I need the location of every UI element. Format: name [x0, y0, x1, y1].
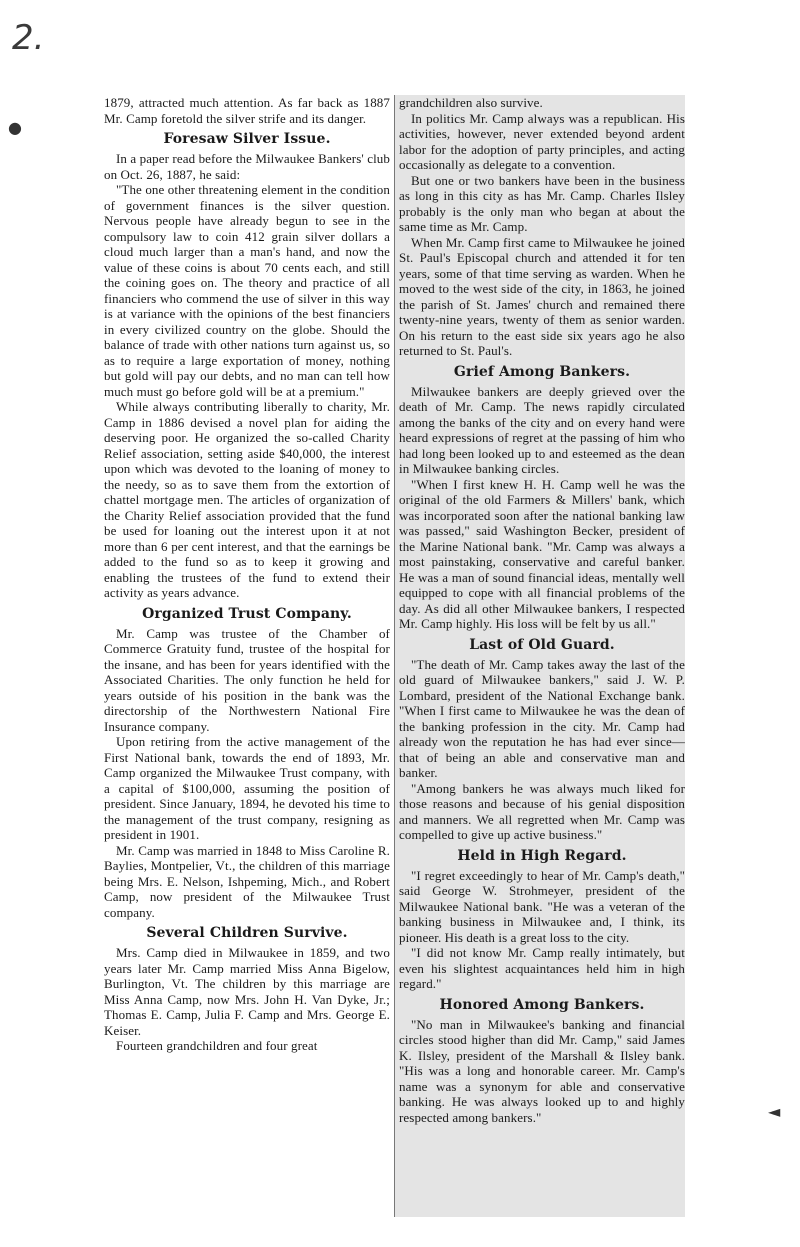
- paragraph: "I did not know Mr. Camp really intimately, but even his slightest acquaintances held him in high regard.": [399, 945, 685, 991]
- paragraph: While always contributing liberally to charity, Mr. Camp in 1886 devised a novel plan for aiding the deserving poor. He organized the so-called Charity Relief association, setting aside $40,000, the interest upon which was devoted to the loaning of money to the needy, so as to save them from the extortion of chattel mortgage men. The articles of organization of the Charity Relief association provided that the fund be used for loaning out the interest upon it at not more than 6 per cent interest, and that the earnings be added to the fund so as to keep it growing and enabling the trustees of the fund to extend their activity as years advance.: [104, 399, 390, 600]
- heading-organized-trust-company: Organized Trust Company.: [142, 605, 352, 622]
- paragraph: "I regret exceedingly to hear of Mr. Camp's death," said George W. Strohmeyer, president of the Milwaukee National bank. "He was a veteran of the banking business in Milwaukee and, I think, its pioneer. His death is a great loss to the city.: [399, 867, 685, 945]
- paragraph: Mrs. Camp died in Milwaukee in 1859, and two years later Mr. Camp married Miss Anna Bigelow, Burlington, Vt. The children by this marriage are Miss Anna Camp, now Mrs. John H. Van Dyke, Jr.; Thomas E. Camp, Julia F. Camp and Mrs. George E. Keiser.: [104, 945, 390, 1038]
- page-number: 2.: [12, 18, 45, 58]
- paragraph: Milwaukee bankers are deeply grieved over the death of Mr. Camp. The news rapidly circulated among the banks of the city and on every hand were heard expressions of regret at the passing of him who had long been looked up to and esteemed as the dean in Milwaukee banking circles.: [399, 383, 685, 476]
- paragraph: "When I first knew H. H. Camp well he was the original of the old Farmers & Millers' bank, which was incorporated soon after the national banking law was passed," said Washington Becker, president of the Marine National bank. "Mr. Camp was always a most painstaking, conservative and careful banker. He was a man of sound financial ideas, mentally well equipped to cope with all financial problems of the day. As did all other Milwaukee bankers, I respected Mr. Camp highly. His loss will be felt by us all.": [399, 476, 685, 631]
- paragraph: When Mr. Camp first came to Milwaukee he joined St. Paul's Episcopal church and attended it for ten years, some of that time serving as warden. When he moved to the west side of the city, in 1863, he joined the parish of St. James' church and remained there twenty-nine years, twenty of them as senior warden. On his return to the east side six years ago he also returned to St. Paul's.: [399, 234, 685, 358]
- paragraph: "No man in Milwaukee's banking and financial circles stood higher than did Mr. Camp," said James K. Ilsley, president of the Marshall & Ilsley bank. "His was a long and honorable career. Mr. Camp's name was a synonym for able and conservative banking. He was always looked up to and highly respected among bankers.": [399, 1016, 685, 1125]
- margin-mark-right: ◄: [768, 1102, 781, 1121]
- paragraph: Fourteen grandchildren and four great: [116, 1038, 318, 1053]
- paragraph: "The one other threatening element in the condition of government finances is the silver question. Nervous people have already begun to see in the compulsory law to coin 412 grain silver dollars a cloud much larger than a man's hand, and now the value of these coins is about 70 cents each, and still the coining goes on. The theory and practice of all financiers who commend the use of silver in this way is at variance with the opinions of the best financiers in every civilized country on the globe. Should the balance of trade with other nations turn against us, so as to require a large exportation of money, nothing but gold will pay our debts, and no man can tell how much must go before gold will be at a premium.": [104, 182, 390, 399]
- margin-mark-left: ●: [8, 118, 22, 137]
- newspaper-clipping: [104, 95, 689, 1217]
- right-column: [394, 95, 685, 1217]
- left-intro: 1879, attracted much attention. As far back as 1887 Mr. Camp foretold the silver strife and its danger.: [104, 95, 390, 126]
- paragraph: But one or two bankers have been in the business as long in this city as has Mr. Camp. Charles Ilsley probably is the only man who began at about the same time as Mr. Camp.: [399, 172, 685, 234]
- paragraph: "The death of Mr. Camp takes away the last of the old guard of Milwaukee bankers," said J. W. P. Lombard, president of the National Exchange bank. "When I first came to Milwaukee he was the dean of the banking profession in the city. Mr. Camp had already won the reputation he has had ever since—that of being an able and conservative man and banker.: [399, 656, 685, 780]
- paragraph: Mr. Camp was trustee of the Chamber of Commerce Gratuity fund, trustee of the hospital for the insane, and has been for years identified with the Associated Charities. The only function he held for years outside of his position in the bank was the directorship of the Northwestern National Fire Insurance company.: [104, 625, 390, 734]
- paragraph: Upon retiring from the active management of the First National bank, towards the end of 1893, Mr. Camp organized the Milwaukee Trust company, with a capital of $100,000, assuming the position of president. Since January, 1894, he devoted his time to the management of the trust company, resigning as president in 1901.: [104, 734, 390, 842]
- heading-grief-among-bankers: Grief Among Bankers.: [453, 363, 631, 380]
- paragraph: In a paper read before the Milwaukee Bankers' club on Oct. 26, 1887, he said:: [104, 151, 390, 182]
- left-column: [104, 95, 394, 1217]
- heading-several-children-survive: Several Children Survive.: [146, 925, 348, 941]
- heading-foresaw-silver-issue: Foresaw Silver Issue.: [163, 131, 331, 147]
- paragraph: "Among bankers he was always much liked for those reasons and because of his genial disposition and manners. We all regretted when Mr. Camp was compelled to give up active business.": [399, 780, 685, 842]
- heading-last-of-old-guard: Last of Old Guard.: [469, 636, 615, 653]
- paragraph: In politics Mr. Camp always was a republican. His activities, however, never extended beyond ardent labor for the adoption of party principles, and acting occasionally as delegate to a convention.: [399, 110, 685, 172]
- right-intro: grandchildren also survive.: [399, 95, 543, 110]
- paragraph: Mr. Camp was married in 1848 to Miss Caroline R. Baylies, Montpelier, Vt., the children of this marriage being Mrs. E. Nelson, Ishpeming, Mich., and Robert Camp, now president of the Milwaukee Trust company.: [104, 842, 390, 920]
- heading-honored-among-bankers: Honored Among Bankers.: [439, 996, 645, 1013]
- heading-held-in-high-regard: Held in High Regard.: [457, 847, 627, 864]
